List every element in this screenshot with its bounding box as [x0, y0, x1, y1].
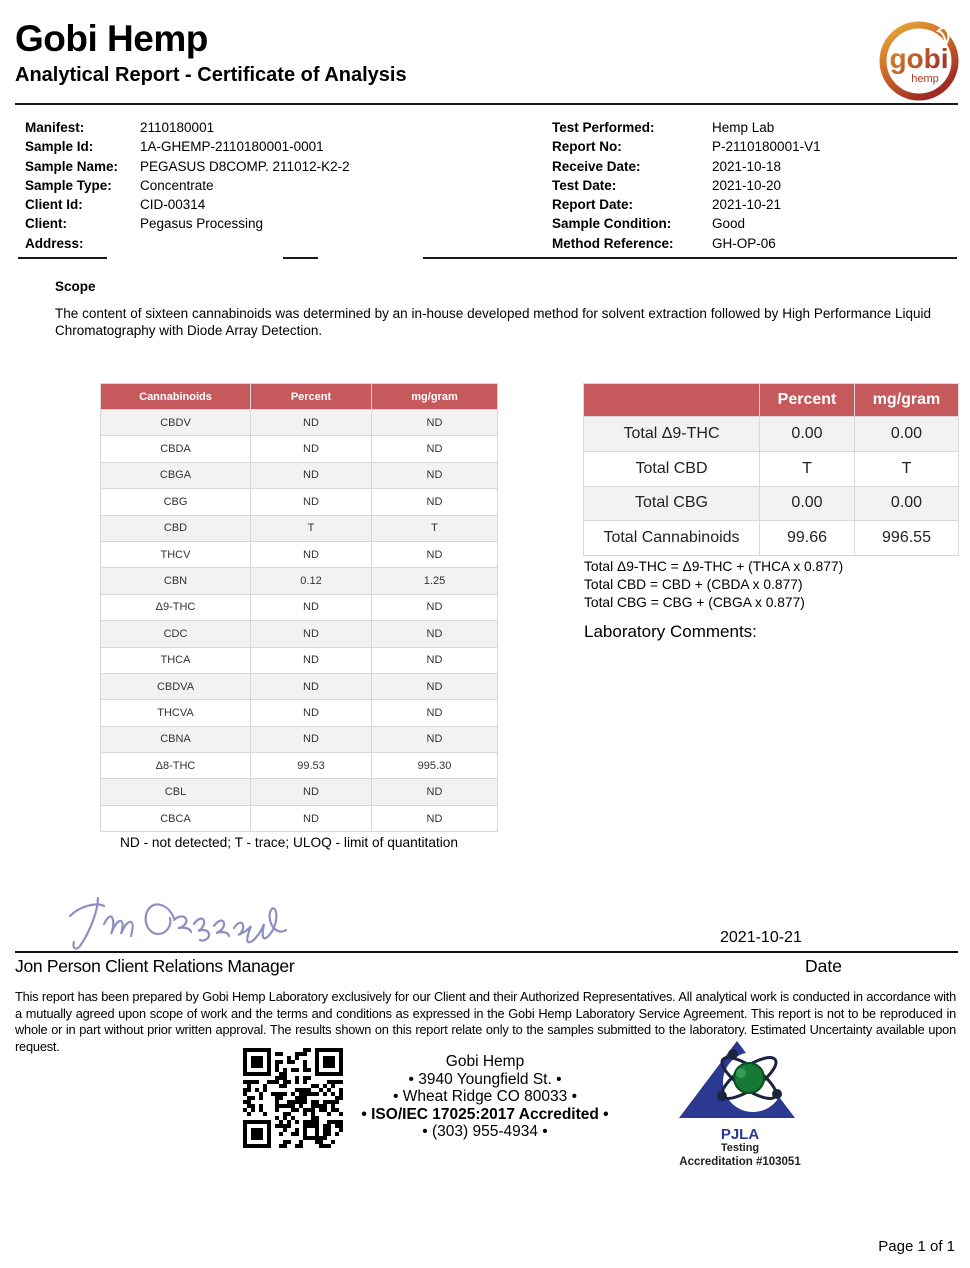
info-row	[552, 195, 962, 214]
info-value: Hemp Lab	[712, 120, 775, 135]
table-row	[101, 726, 498, 752]
pjla-testing-label: Testing	[720, 1142, 760, 1154]
pjla-accreditation-block	[655, 1038, 825, 1169]
info-label: Sample Id:	[25, 139, 94, 155]
table-cell: THCV	[101, 541, 251, 567]
table-cell: 0.00	[855, 486, 959, 521]
table-cell: 99.53	[251, 753, 372, 779]
table-cell: T	[372, 515, 498, 541]
scope-heading: Scope	[55, 279, 96, 294]
cannabinoid-results-table	[100, 383, 498, 832]
info-row	[25, 137, 505, 156]
footer-company: Gobi Hemp	[445, 1053, 525, 1070]
table-cell: ND	[251, 462, 372, 488]
info-value: 2110180001	[140, 120, 215, 135]
info-label: Manifest:	[25, 120, 85, 135]
table-row	[101, 462, 498, 488]
pjla-accreditation-number: Accreditation #103051	[679, 1156, 801, 1168]
signature-date-value: 2021-10-21	[720, 929, 802, 946]
table-cell: Δ9-THC	[101, 594, 251, 620]
table-row	[101, 515, 498, 541]
column-header: Cannabinoids	[101, 384, 251, 410]
table-cell: CBGA	[101, 462, 251, 488]
table-row	[584, 417, 959, 452]
info-value: P-2110180001-V1	[712, 139, 821, 155]
table-cell: ND	[372, 647, 498, 673]
info-value: 2021-10-20	[712, 177, 782, 193]
table-row	[101, 700, 498, 726]
table-cell: CBDVA	[101, 673, 251, 699]
table-row	[101, 779, 498, 805]
table-cell: ND	[372, 726, 498, 752]
table-cell: ND	[251, 700, 372, 726]
table-cell: T	[251, 515, 372, 541]
table-row	[101, 489, 498, 515]
table-cell: ND	[372, 489, 498, 515]
table-cell: 0.12	[251, 568, 372, 594]
table-cell: ND	[372, 673, 498, 699]
info-value: Concentrate	[140, 177, 214, 193]
table-cell: ND	[251, 779, 372, 805]
scope-text: The content of sixteen cannabinoids was determined by an in-house developed method for solvent extraction followed by High Performance Liquid Chromatography with Diode Array Detection.	[55, 306, 931, 338]
lab-address-block	[330, 1053, 640, 1141]
table-cell: Total Δ9-THC	[584, 417, 760, 452]
table-cell: 0.00	[855, 417, 959, 452]
footer-address-line1: • 3940 Youngfield St. •	[408, 1070, 562, 1088]
table-cell: CBNA	[101, 726, 251, 752]
table-row	[101, 594, 498, 620]
formula-line: Total CBD = CBD + (CBDA x 0.877)	[584, 577, 803, 592]
qr-code-icon	[243, 1048, 343, 1148]
table-row	[101, 436, 498, 462]
table-cell: ND	[372, 700, 498, 726]
table-cell: CBDA	[101, 436, 251, 462]
table-cell: 1.25	[372, 568, 498, 594]
footer-accreditation: • ISO/IEC 17025:2017 Accredited •	[361, 1105, 609, 1123]
footer-phone: • (303) 955-4934 •	[422, 1123, 548, 1141]
page-title: Gobi Hemp	[15, 18, 208, 59]
pjla-logo-icon	[665, 1038, 815, 1124]
table-cell: Total CBD	[584, 451, 760, 486]
table-row	[101, 647, 498, 673]
table-cell: ND	[251, 594, 372, 620]
info-row	[25, 157, 505, 176]
sample-info-block	[25, 118, 505, 253]
table-cell: CBG	[101, 489, 251, 515]
date-label: Date	[805, 956, 842, 976]
info-label: Sample Condition:	[552, 216, 672, 232]
info-label: Client:	[25, 216, 67, 232]
info-label: Address:	[25, 235, 84, 251]
info-value: 1A-GHEMP-2110180001-0001	[140, 139, 324, 155]
info-row	[552, 214, 962, 233]
table-cell: Total CBG	[584, 486, 760, 521]
header-divider	[15, 103, 958, 105]
table-cell: 0.00	[760, 417, 855, 452]
column-header: mg/gram	[855, 384, 959, 417]
table-cell: Δ8-THC	[101, 753, 251, 779]
info-row	[552, 234, 962, 253]
info-row	[25, 176, 505, 195]
info-row	[552, 118, 962, 137]
table-cell: CBL	[101, 779, 251, 805]
table-cell: ND	[251, 541, 372, 567]
table-cell: THCA	[101, 647, 251, 673]
table-cell: CBD	[101, 515, 251, 541]
signatory-name-title: Jon Person Client Relations Manager	[15, 956, 295, 976]
table-cell: ND	[251, 410, 372, 436]
table-cell: ND	[372, 436, 498, 462]
table-cell: ND	[251, 805, 372, 831]
column-header	[584, 384, 760, 417]
info-value: GH-OP-06	[712, 235, 776, 251]
disclaimer-text: This report has been prepared by Gobi Hemp Laboratory exclusively for our Client and their Authorized Representatives. All analytical work is conducted in accordance with a mutually agreed upon scope of work and the terms and conditions as expressed in the Gobi Hemp Laboratory Service Agreement. This report is not to be reproduced in whole or in part without prior written approval. The results shown on this report relate only to the samples submitted to the laboratory. Estimated Uncertainty available upon request.	[15, 989, 956, 1054]
gobi-hemp-logo-icon	[876, 16, 962, 102]
info-label: Method Reference:	[552, 235, 674, 251]
info-row	[552, 137, 962, 156]
page-number: Page 1 of 1	[878, 1238, 955, 1255]
table-row	[584, 486, 959, 521]
table-row	[101, 568, 498, 594]
table-cell: ND	[251, 647, 372, 673]
table-cell: ND	[251, 489, 372, 515]
table-cell: 99.66	[760, 521, 855, 556]
formula-line: Total Δ9-THC = Δ9-THC + (THCA x 0.877)	[584, 559, 844, 574]
info-label: Client Id:	[25, 197, 83, 213]
table-row	[101, 753, 498, 779]
info-row	[25, 214, 505, 233]
table-cell: ND	[372, 621, 498, 647]
info-label: Sample Type:	[25, 177, 112, 193]
table-row	[101, 621, 498, 647]
table-cell: CBDV	[101, 410, 251, 436]
info-row	[25, 234, 505, 253]
table-cell: ND	[251, 621, 372, 647]
table-row	[101, 673, 498, 699]
table-cell: ND	[251, 436, 372, 462]
footer-address-line2: • Wheat Ridge CO 80033 •	[392, 1088, 578, 1106]
table-cell: T	[760, 451, 855, 486]
info-value: 2021-10-21	[712, 197, 782, 213]
column-header: mg/gram	[372, 384, 498, 410]
column-header: Percent	[251, 384, 372, 410]
table-cell: Total Cannabinoids	[584, 521, 760, 556]
signature-image	[52, 890, 312, 952]
table-row	[101, 541, 498, 567]
info-label: Receive Date:	[552, 158, 641, 174]
info-value: Good	[712, 216, 746, 232]
info-value	[140, 234, 505, 253]
info-row	[25, 195, 505, 214]
table-cell: THCVA	[101, 700, 251, 726]
table-cell: ND	[372, 805, 498, 831]
info-value: 2021-10-18	[712, 158, 782, 174]
pjla-name: PJLA	[720, 1126, 760, 1143]
page-subtitle: Analytical Report - Certificate of Analysis	[15, 64, 407, 86]
info-label: Sample Name:	[25, 158, 119, 174]
table-row	[101, 805, 498, 831]
table-cell: ND	[372, 410, 498, 436]
table-cell: ND	[372, 594, 498, 620]
info-row	[552, 176, 962, 195]
info-value: PEGASUS D8COMP. 211012-K2-2	[140, 158, 350, 174]
test-info-block	[552, 118, 962, 253]
table-cell: ND	[251, 673, 372, 699]
table-cell: ND	[372, 779, 498, 805]
table-row	[584, 451, 959, 486]
info-label: Report No:	[552, 139, 622, 155]
table-cell: 0.00	[760, 486, 855, 521]
info-label: Test Performed:	[552, 120, 655, 135]
table-cell: T	[855, 451, 959, 486]
table-footnote: ND - not detected; T - trace; ULOQ - limit of quantitation	[120, 835, 459, 850]
totals-table	[583, 383, 959, 556]
info-row	[25, 118, 505, 137]
table-cell: CBCA	[101, 805, 251, 831]
laboratory-comments-label: Laboratory Comments:	[584, 622, 757, 641]
table-cell: 995.30	[372, 753, 498, 779]
signature-divider	[15, 951, 958, 953]
table-cell: ND	[372, 462, 498, 488]
column-header: Percent	[760, 384, 855, 417]
info-value: CID-00314	[140, 197, 206, 213]
logo-word: gobi	[889, 43, 949, 74]
table-cell: ND	[372, 541, 498, 567]
total-formulas	[584, 558, 843, 612]
info-row	[552, 157, 962, 176]
table-cell: ND	[251, 726, 372, 752]
table-cell: 996.55	[855, 521, 959, 556]
table-cell: CBN	[101, 568, 251, 594]
info-label: Test Date:	[552, 177, 617, 193]
logo-subword: hemp	[911, 73, 939, 85]
table-cell: CDC	[101, 621, 251, 647]
info-label: Report Date:	[552, 197, 634, 213]
table-row	[101, 410, 498, 436]
formula-line: Total CBG = CBG + (CBGA x 0.877)	[584, 595, 805, 610]
info-value: Pegasus Processing	[140, 216, 264, 232]
table-row	[584, 521, 959, 556]
